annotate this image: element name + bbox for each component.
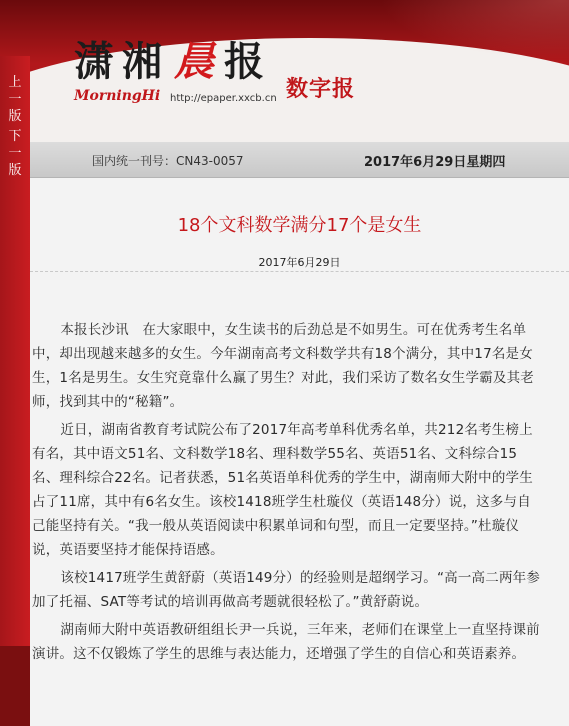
logo-english-name: MorningHi xyxy=(74,88,161,104)
article-panel xyxy=(30,178,569,726)
logo-char-3: 晨 xyxy=(174,38,214,85)
article-body xyxy=(32,318,542,670)
masthead-banner xyxy=(0,0,569,142)
issn-label: 国内统一刊号：CN43-0057 xyxy=(92,154,244,168)
next-page-label: 下一版 xyxy=(8,129,22,178)
article-paragraph: 湖南师大附中英语教研组组长尹一兵说，三年来，老师们在课堂上一直坚持课前演讲。这不仅锻炼了学生的思维与表达能力，还增强了学生的自信心和英语素养。 xyxy=(32,622,540,662)
banner-glow xyxy=(380,0,569,60)
title-divider xyxy=(30,271,569,272)
next-page-link[interactable] xyxy=(0,128,30,179)
digital-edition-label: 数字报 xyxy=(286,77,356,102)
site-url[interactable]: http://epaper.xxcb.cn xyxy=(170,93,277,104)
issue-info-bar xyxy=(30,142,569,178)
article-title: 18个文科数学满分17个是女生 xyxy=(177,215,422,236)
article-paragraph: 近日，湖南省教育考试院公布了2017年高考单科优秀名单，共212名考生榜上有名，其中语文51名、文科数学18名、理科数学55名、英语51名、文科综合15名、理科综合22名。记者获悉，51名英语单科优秀的学生中，湖南师大附中的学生占了11席，其中有6名女生。该校1418班学生杜璇仪（英语148分）说，这多与自己能坚持有关。“我一般从英语阅读中积累单词和句型，而且一定要坚持。”杜璇仪说，英语要坚持才能保持语感。 xyxy=(32,422,533,558)
issue-date: 2017年6月29日星期四 xyxy=(364,155,506,170)
page-nav-tab xyxy=(0,56,30,646)
article-paragraph: 本报长沙讯 在大家眼中，女生读书的后劲总是不如男生。可在优秀考生名单中，却出现越来越多的女生。今年湖南高考文科数学共有18个满分，其中17名是女生，1名是男生。女生究竟靠什么赢了男生？对此，我们采访了数名女生学霸及其老师，找到其中的“秘籍”。 xyxy=(32,322,534,410)
logo-char-2: 湘 xyxy=(122,38,162,85)
prev-page-link[interactable] xyxy=(0,74,30,125)
logo-char-1: 潇 xyxy=(74,38,114,85)
prev-page-label: 上一版 xyxy=(8,75,22,124)
article-paragraph: 该校1417班学生黄舒蔚（英语149分）的经验则是超纲学习。“高一高二两年参加了托福、SAT等考试的培训再做高考题就很轻松了。”黄舒蔚说。 xyxy=(32,570,541,610)
article-date: 2017年6月29日 xyxy=(258,256,341,269)
logo-char-4: 报 xyxy=(224,38,264,85)
